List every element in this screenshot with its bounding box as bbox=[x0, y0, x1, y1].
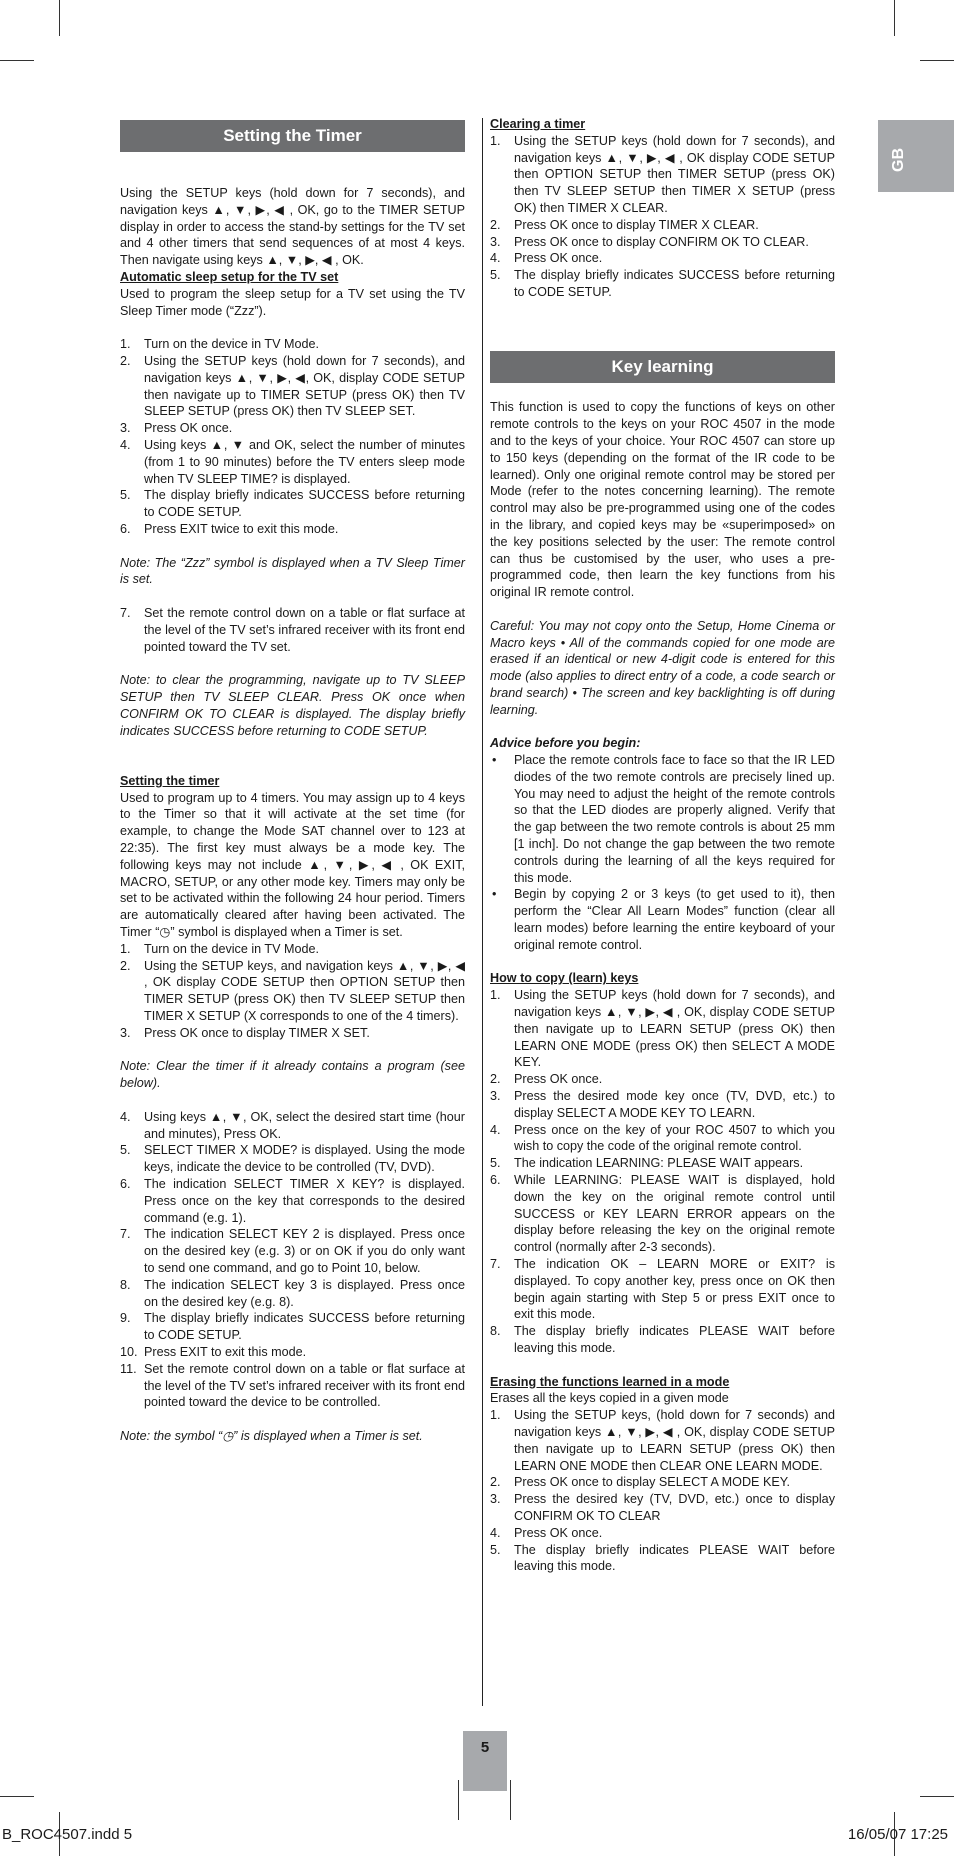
section-header-timer: Setting the Timer bbox=[120, 120, 465, 152]
footer-date: 16/05/07 17:25 bbox=[847, 1826, 948, 1843]
list-item: 7. Set the remote control down on a table or flat surface at the level of the TV set’s infrared receiver with its front end pointed toward the TV set. bbox=[120, 605, 465, 654]
footer-file: B_ROC4507.indd 5 bbox=[2, 1826, 133, 1843]
list-item: 2. Using the SETUP keys (hold down for 7 seconds), and navigation keys ▲, ▼, ▶, ◀, OK, display CODE SETUP then navigate up to TIMER SETUP (press OK) then TV SLEEP SETUP (press OK) then TV SLEEP SET. bbox=[120, 353, 465, 419]
list-item: 5. SELECT TIMER X MODE? is displayed. Using the mode keys, indicate the device to be controlled (TV, DVD). bbox=[120, 1143, 465, 1175]
clear-timer-title: Clearing a timer bbox=[490, 117, 586, 131]
erase-steps bbox=[490, 1407, 835, 1575]
copy-steps bbox=[490, 987, 835, 1357]
list-item: 8. The indication SELECT key 3 is displayed. Press once on the desired key (e.g. 8). bbox=[120, 1277, 465, 1309]
clear-steps bbox=[490, 133, 835, 301]
sleep-steps bbox=[120, 336, 465, 538]
learning-intro: This function is used to copy the functions of keys on other remote controls to the keys on your ROC 4507 in the mode and to the keys of your choice. Your ROC 4507 can store up to 150 keys (depending on the format of the IR code to be learned). Only one original remote control may be stored per Mode (refer to the notes concerning learning). The remote control may also be pre-programmed using one of the codes in the library, and copied keys may be «superimposed» on the key positions selected by the user: The remote control can thus be customised by the user, who uses a pre-programmed code, then learn the key functions from his original IR remote control. bbox=[490, 400, 835, 600]
sleep-step-7 bbox=[120, 605, 465, 655]
list-item: 2. Using the SETUP keys, and navigation keys ▲, ▼, ▶, ◀ , OK display CODE SETUP then OPTION SETUP then TIMER SETUP (press OK) then TV SLEEP SETUP then TIMER X SETUP (X corresponds to one of the 4 timers). bbox=[120, 958, 465, 1024]
list-item: 5. The display briefly indicates SUCCESS before returning to CODE SETUP. bbox=[490, 268, 835, 299]
language-tab-label: GB bbox=[890, 148, 907, 172]
crop-mark bbox=[0, 1796, 34, 1797]
list-item: 6. Press EXIT twice to exit this mode. bbox=[120, 521, 339, 536]
erase-text: Erases all the keys copied in a given mode bbox=[490, 1391, 729, 1406]
crop-mark bbox=[920, 1796, 954, 1797]
advice-title: Advice before you begin: bbox=[490, 736, 641, 751]
list-item: 4. Press OK once. bbox=[490, 251, 603, 266]
copy-title: How to copy (learn) keys bbox=[490, 971, 639, 986]
timer-steps-a bbox=[120, 941, 465, 1042]
list-item: • Place the remote controls face to face so that the IR LED diodes of the two remote controls are precisely lined up. You may need to adjust the height of the remote controls so that the LED diodes are properly aligned. Verify that the gap between the two remote controls is about 25 mm [1 inch]. Do not change the gap between the two remote controls during the learning of all the keys required for this mode. bbox=[490, 752, 835, 886]
list-item: 1. Turn on the device in TV Mode. bbox=[120, 941, 320, 956]
list-item: 7. The indication SELECT KEY 2 is displayed. Press once on the desired key (e.g. 3) or on OK if you do only want to send one command, and go to Point 10, below. bbox=[120, 1227, 465, 1275]
column-divider bbox=[482, 118, 483, 1706]
list-item: 1. Using the SETUP keys (hold down for 7 seconds), and navigation keys ▲, ▼, ▶, ◀ , OK display CODE SETUP then OPTION SETUP then TIMER SETUP (press OK) then TV SLEEP SETUP then TIMER X SETUP (press OK) then TIMER X CLEAR. bbox=[490, 133, 835, 215]
list-item: 1. Turn on the device in TV Mode. bbox=[120, 337, 320, 352]
list-item: 3. Press the desired key (TV, DVD, etc.) once to display CONFIRM OK TO CLEAR bbox=[490, 1492, 835, 1523]
list-item: 6. While LEARNING: PLEASE WAIT is displayed, hold down the key on the original remote control until SUCCESS or KEY LEARN ERROR appears on the display before releasing the key on the original remote control (normally after 2-3 seconds). bbox=[490, 1173, 835, 1255]
list-item: • Begin by copying 2 or 3 keys (to get used to it), then perform the “Clear All Learn Modes” function (clear all learn modes) before learning the entire keyboard of your original remote control. bbox=[490, 886, 835, 953]
list-item: 3. Press OK once. bbox=[120, 421, 233, 436]
list-item: 5. The display briefly indicates PLEASE WAIT before leaving this mode. bbox=[490, 1542, 835, 1574]
section-header-key-learning: Key learning bbox=[490, 351, 835, 383]
language-tab bbox=[878, 120, 954, 192]
list-item: 3. Press the desired mode key once (TV, DVD, etc.) to display SELECT A MODE KEY TO LEARN. bbox=[490, 1089, 835, 1120]
list-item: 2. Press OK once to display SELECT A MODE KEY. bbox=[490, 1475, 791, 1490]
right-column bbox=[490, 116, 835, 1575]
crop-mark bbox=[510, 1780, 511, 1820]
list-item: 7. The indication OK – LEARN MORE or EXIT? is displayed. To copy another key, press once on OK then begin again starting with Step 5 or press EXIT once to exit this mode. bbox=[490, 1257, 835, 1322]
auto-sleep-text: Used to program the sleep setup for a TV set using the TV Sleep Timer mode (“Zzz”). bbox=[120, 286, 465, 318]
list-item: 4. Using keys ▲, ▼, OK, select the desired start time (hour and minutes), Press OK. bbox=[120, 1109, 465, 1141]
list-item: 4. Using keys ▲, ▼ and OK, select the number of minutes (from 1 to 90 minutes) before the TV enters sleep mode when TV SLEEP TIME? is displayed. bbox=[120, 437, 465, 486]
crop-mark bbox=[894, 0, 895, 36]
list-item: 5. The display briefly indicates SUCCESS before returning to CODE SETUP. bbox=[120, 488, 465, 520]
list-item: 10. Press EXIT to exit this mode. bbox=[120, 1344, 307, 1359]
list-item: 2. Press OK once to display TIMER X CLEAR. bbox=[490, 217, 759, 232]
list-item: 1. Using the SETUP keys, (hold down for 7 seconds) and navigation keys ▲, ▼, ▶, ◀ , OK, display CODE SETUP then navigate up to LEARN SETUP (press OK) then LEARN ONE MODE then CLEAR ONE LEARN MODE. bbox=[490, 1408, 835, 1473]
crop-mark bbox=[0, 60, 34, 61]
crop-mark bbox=[920, 60, 954, 61]
timer-intro: Using the SETUP keys (hold down for 7 seconds), and navigation keys ▲, ▼, ▶, ◀ , OK, go to the TIMER SETUP display in order to access the stand-by settings for the TV set and 4 other timers that send sequences of at most 4 keys. Then navigate using keys ▲, ▼, ▶, ◀ , OK. bbox=[120, 186, 465, 268]
crop-mark bbox=[458, 1780, 459, 1820]
list-item: 2. Press OK once. bbox=[490, 1072, 603, 1087]
page-number: 5 bbox=[463, 1731, 507, 1791]
list-item: 1. Using the SETUP keys (hold down for 7 seconds), and navigation keys ▲, ▼, ▶, ◀ , OK, display CODE SETUP then navigate up to LEARN SETUP (press OK) then LEARN ONE MODE (press OK) then SELECT A MODE KEY. bbox=[490, 988, 835, 1070]
list-item: 9. The display briefly indicates SUCCESS before returning to CODE SETUP. bbox=[120, 1311, 465, 1343]
list-item: 6. The indication SELECT TIMER X KEY? is displayed. Press once on the key that corresponds to the desired command (e.g. 1). bbox=[120, 1177, 465, 1225]
list-item: 4. Press OK once. bbox=[490, 1525, 603, 1540]
timer-steps-b bbox=[120, 1109, 465, 1411]
list-item: 3. Press OK once to display TIMER X SET. bbox=[120, 1025, 370, 1040]
list-item: 8. The display briefly indicates PLEASE WAIT before leaving this mode. bbox=[490, 1324, 835, 1355]
list-item: 5. The indication LEARNING: PLEASE WAIT appears. bbox=[490, 1156, 804, 1171]
list-item: 4. Press once on the key of your ROC 4507 to which you wish to copy the code of the original remote control. bbox=[490, 1122, 835, 1154]
timer-title: Setting the timer bbox=[120, 773, 220, 788]
note-symbol: Note: the symbol “◷” is displayed when a Timer is set. bbox=[120, 1428, 423, 1443]
note-clear: Note: to clear the programming, navigate up to TV SLEEP SETUP then TV SLEEP CLEAR. Press OK once when CONFIRM OK TO CLEAR is displayed. The display briefly indicates SUCCESS before returning to CODE SETUP. bbox=[120, 673, 465, 738]
note-zzz: Note: The “Zzz” symbol is displayed when a TV Sleep Timer is set. bbox=[120, 555, 465, 587]
auto-sleep-title: Automatic sleep setup for the TV set bbox=[120, 269, 339, 284]
erase-title: Erasing the functions learned in a mode bbox=[490, 1374, 730, 1389]
list-item: 11. Set the remote control down on a table or flat surface at the level of the TV set’s infrared receiver with its front end pointed toward the device to be controlled. bbox=[120, 1361, 465, 1410]
careful-note: Careful: You may not copy onto the Setup, Home Cinema or Macro keys • All of the commands copied for one mode are erased if an identical or new 4-digit code is entered for this mode (also applies to direct entry of a code, a code search or brand search) • The screen and key backlighting is off during learning. bbox=[490, 618, 835, 717]
list-item: 3. Press OK once to display CONFIRM OK TO CLEAR. bbox=[490, 234, 809, 249]
advice-list bbox=[490, 752, 835, 954]
note-timer: Note: Clear the timer if it already contains a program (see below). bbox=[120, 1059, 465, 1091]
timer-text: Used to program up to 4 timers. You may assign up to 4 keys to the Timer so that it will activate at the set time (for example, to change the Mode SAT channel over to 123 at 22:35). The first key must always be a mode key. The following keys may not include ▲, ▼, ▶, ◀ , OK EXIT, MACRO, SETUP, or any other mode key. Timers may only be set to be activated within the following 24 hour period. Timers are automatically cleared after having been activated. The Timer “◷” symbol is displayed when a Timer is set. bbox=[120, 790, 465, 940]
crop-mark bbox=[59, 0, 60, 36]
left-column bbox=[120, 120, 465, 1445]
